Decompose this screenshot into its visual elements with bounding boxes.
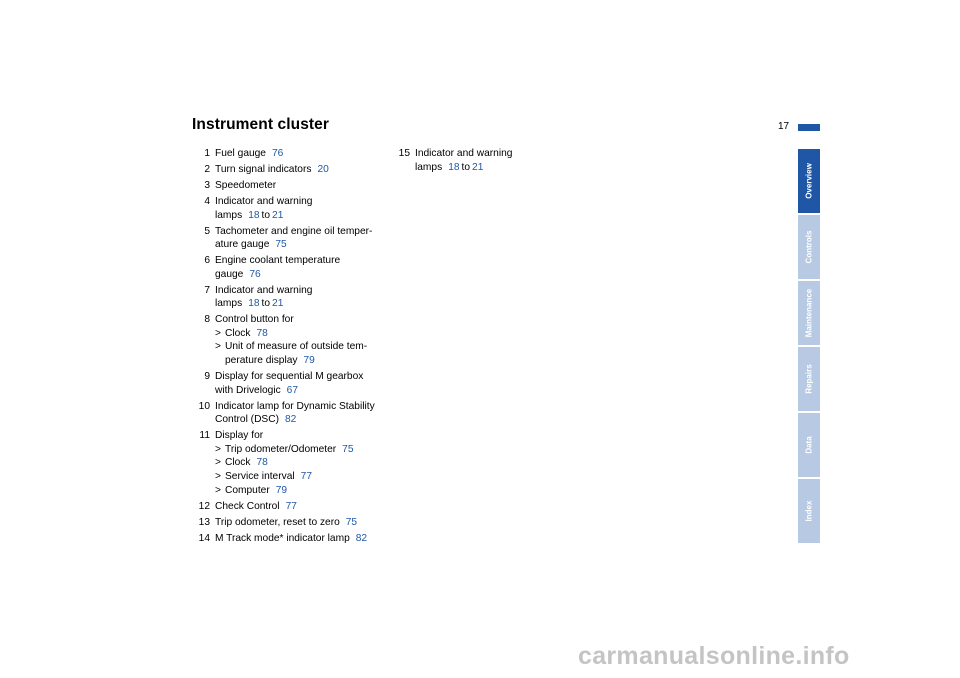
tab-label: Controls — [804, 230, 814, 264]
item-body — [415, 147, 562, 174]
item-body — [215, 254, 392, 281]
page-reference-link[interactable]: 67 — [286, 384, 299, 396]
item-number: 7 — [204, 284, 210, 296]
range-separator: to — [461, 161, 471, 173]
item-body — [215, 179, 392, 193]
item-line — [215, 179, 392, 193]
item-line — [215, 225, 392, 239]
item-body — [215, 370, 392, 397]
sub-item — [215, 470, 392, 484]
page-reference-link[interactable]: 76 — [249, 268, 261, 280]
item-body — [215, 500, 392, 514]
item-line — [215, 532, 392, 546]
list-item — [192, 179, 392, 193]
item-number: 12 — [198, 500, 210, 512]
page-reference-link[interactable]: 82 — [355, 532, 368, 544]
item-body — [215, 429, 392, 497]
page-reference-link[interactable]: 21 — [272, 298, 284, 310]
item-text: lamps — [215, 298, 243, 310]
tab-data[interactable] — [798, 413, 820, 477]
item-number: 2 — [204, 163, 210, 175]
sub-item — [215, 484, 392, 498]
item-number: 14 — [198, 532, 210, 544]
item-number: 13 — [198, 516, 210, 528]
page-reference-link[interactable]: 20 — [317, 163, 329, 175]
item-line — [215, 500, 392, 514]
item-number: 11 — [199, 430, 210, 442]
item-text: Engine coolant temperature — [215, 255, 341, 267]
arrow-bullet-icon: > — [215, 457, 221, 469]
list-item — [192, 254, 392, 281]
item-body — [215, 225, 392, 252]
list-item — [392, 147, 562, 174]
item-text: Display for sequential M gearbox — [215, 371, 364, 383]
item-text: Indicator and warning — [215, 284, 313, 296]
page-reference-link[interactable]: 78 — [256, 457, 268, 469]
item-number: 9 — [204, 371, 210, 383]
item-list-column-2 — [392, 147, 562, 177]
item-body — [215, 400, 392, 427]
item-text: Indicator and warning — [415, 148, 513, 159]
list-item — [192, 195, 392, 222]
item-line — [215, 254, 392, 268]
range-separator: to — [261, 298, 271, 310]
page-reference-link[interactable]: 21 — [272, 209, 284, 221]
list-item — [192, 532, 392, 546]
item-line — [215, 370, 392, 384]
tab-maintenance[interactable] — [798, 281, 820, 345]
item-text: Clock — [225, 327, 251, 339]
side-tab-navigation — [798, 149, 820, 545]
page-reference-link[interactable]: 79 — [275, 484, 288, 496]
item-text: Control (DSC) — [215, 414, 279, 426]
item-body — [215, 532, 392, 546]
item-line — [215, 516, 392, 530]
item-text: Trip odometer/Odometer — [225, 443, 337, 455]
page-number-bar — [798, 124, 820, 131]
range-separator: to — [261, 209, 271, 221]
item-body — [215, 147, 392, 161]
item-number: 15 — [398, 148, 410, 159]
list-item — [192, 500, 392, 514]
page-reference-link[interactable]: 18 — [248, 209, 260, 221]
item-line — [215, 195, 392, 209]
list-item — [192, 516, 392, 530]
item-line — [215, 313, 392, 327]
page-reference-link[interactable]: 79 — [303, 355, 315, 367]
page-title: Instrument cluster — [192, 116, 330, 133]
item-line — [215, 284, 392, 298]
sub-item — [215, 456, 392, 470]
item-text: lamps — [415, 161, 443, 173]
item-text: Service interval — [225, 470, 295, 482]
item-text: Turn signal indicators — [215, 163, 312, 175]
item-number: 10 — [198, 400, 210, 412]
item-text: Fuel gauge — [215, 148, 266, 159]
item-text: M Track mode* indicator lamp — [215, 532, 350, 544]
item-line — [415, 161, 562, 175]
item-body — [215, 516, 392, 530]
page-reference-link[interactable]: 75 — [275, 239, 287, 251]
page-reference-link[interactable]: 75 — [342, 443, 354, 455]
tab-repairs[interactable] — [798, 347, 820, 411]
item-number: 6 — [204, 255, 210, 267]
page-reference-link[interactable]: 18 — [248, 298, 260, 310]
list-item — [192, 284, 392, 311]
item-text-continued: perature display — [225, 355, 298, 367]
item-text: Indicator and warning — [215, 195, 313, 207]
item-line — [215, 297, 392, 311]
item-body — [215, 195, 392, 222]
item-text: Tachometer and engine oil temper- — [215, 225, 373, 237]
page-reference-link[interactable]: 78 — [256, 327, 268, 339]
sub-item — [215, 340, 392, 367]
page-reference-link[interactable]: 82 — [284, 414, 297, 426]
item-line — [215, 384, 392, 398]
tab-label: Overview — [804, 163, 814, 199]
item-text: Trip odometer, reset to zero — [215, 516, 340, 528]
item-number: 4 — [204, 195, 210, 207]
item-line — [215, 400, 392, 414]
item-text: Control button for — [215, 314, 294, 326]
item-text: Computer — [225, 484, 270, 496]
item-text: Display for — [215, 430, 264, 442]
tab-label: Index — [804, 500, 814, 522]
tab-overview[interactable] — [798, 149, 820, 213]
item-text: with Drivelogic — [215, 384, 281, 396]
item-line — [215, 238, 392, 252]
page-number: 17 — [778, 121, 790, 132]
item-line — [215, 209, 392, 223]
item-number: 1 — [204, 148, 210, 159]
item-number: 3 — [204, 179, 210, 191]
item-text: gauge — [215, 268, 244, 280]
item-text: Clock — [225, 457, 251, 469]
page-reference-link[interactable]: 76 — [271, 148, 284, 159]
page-reference-link[interactable]: 75 — [345, 516, 358, 528]
item-body — [215, 163, 392, 177]
arrow-bullet-icon: > — [215, 484, 221, 496]
list-item — [192, 313, 392, 367]
item-text: Indicator lamp for Dynamic Stability — [215, 400, 375, 412]
arrow-bullet-icon: > — [215, 443, 221, 455]
page-reference-link[interactable]: 77 — [300, 470, 312, 482]
item-number: 8 — [204, 314, 210, 326]
tab-index[interactable] — [798, 479, 820, 543]
page-reference-link[interactable]: 21 — [472, 161, 484, 173]
tab-controls[interactable] — [798, 215, 820, 279]
tab-label: Data — [804, 436, 814, 454]
item-line — [215, 268, 392, 282]
sub-item — [215, 443, 392, 457]
sub-item — [215, 327, 392, 341]
item-text: Speedometer — [215, 179, 277, 191]
arrow-bullet-icon: > — [215, 341, 221, 353]
item-text: Check Control — [215, 500, 280, 512]
item-text: ature gauge — [215, 239, 270, 251]
item-line — [215, 413, 392, 427]
item-text: lamps — [215, 209, 243, 221]
page-reference-link[interactable]: 77 — [285, 500, 297, 512]
tab-label: Repairs — [804, 364, 814, 394]
list-item — [192, 163, 392, 177]
item-line — [215, 147, 392, 161]
item-line — [215, 429, 392, 443]
list-item — [192, 147, 392, 161]
item-list-column-1 — [192, 147, 392, 548]
list-item — [192, 225, 392, 252]
item-line — [215, 163, 392, 177]
watermark: carmanualsonline.info — [578, 642, 850, 670]
item-text: Unit of measure of outside tem- — [225, 341, 368, 353]
arrow-bullet-icon: > — [215, 470, 221, 482]
item-number: 5 — [204, 225, 210, 237]
list-item — [192, 370, 392, 397]
page-reference-link[interactable]: 18 — [448, 161, 460, 173]
item-body — [215, 313, 392, 367]
item-line — [415, 147, 562, 161]
item-body — [215, 284, 392, 311]
tab-label: Maintenance — [804, 288, 814, 338]
arrow-bullet-icon: > — [215, 327, 221, 339]
list-item — [192, 429, 392, 497]
list-item — [192, 400, 392, 427]
